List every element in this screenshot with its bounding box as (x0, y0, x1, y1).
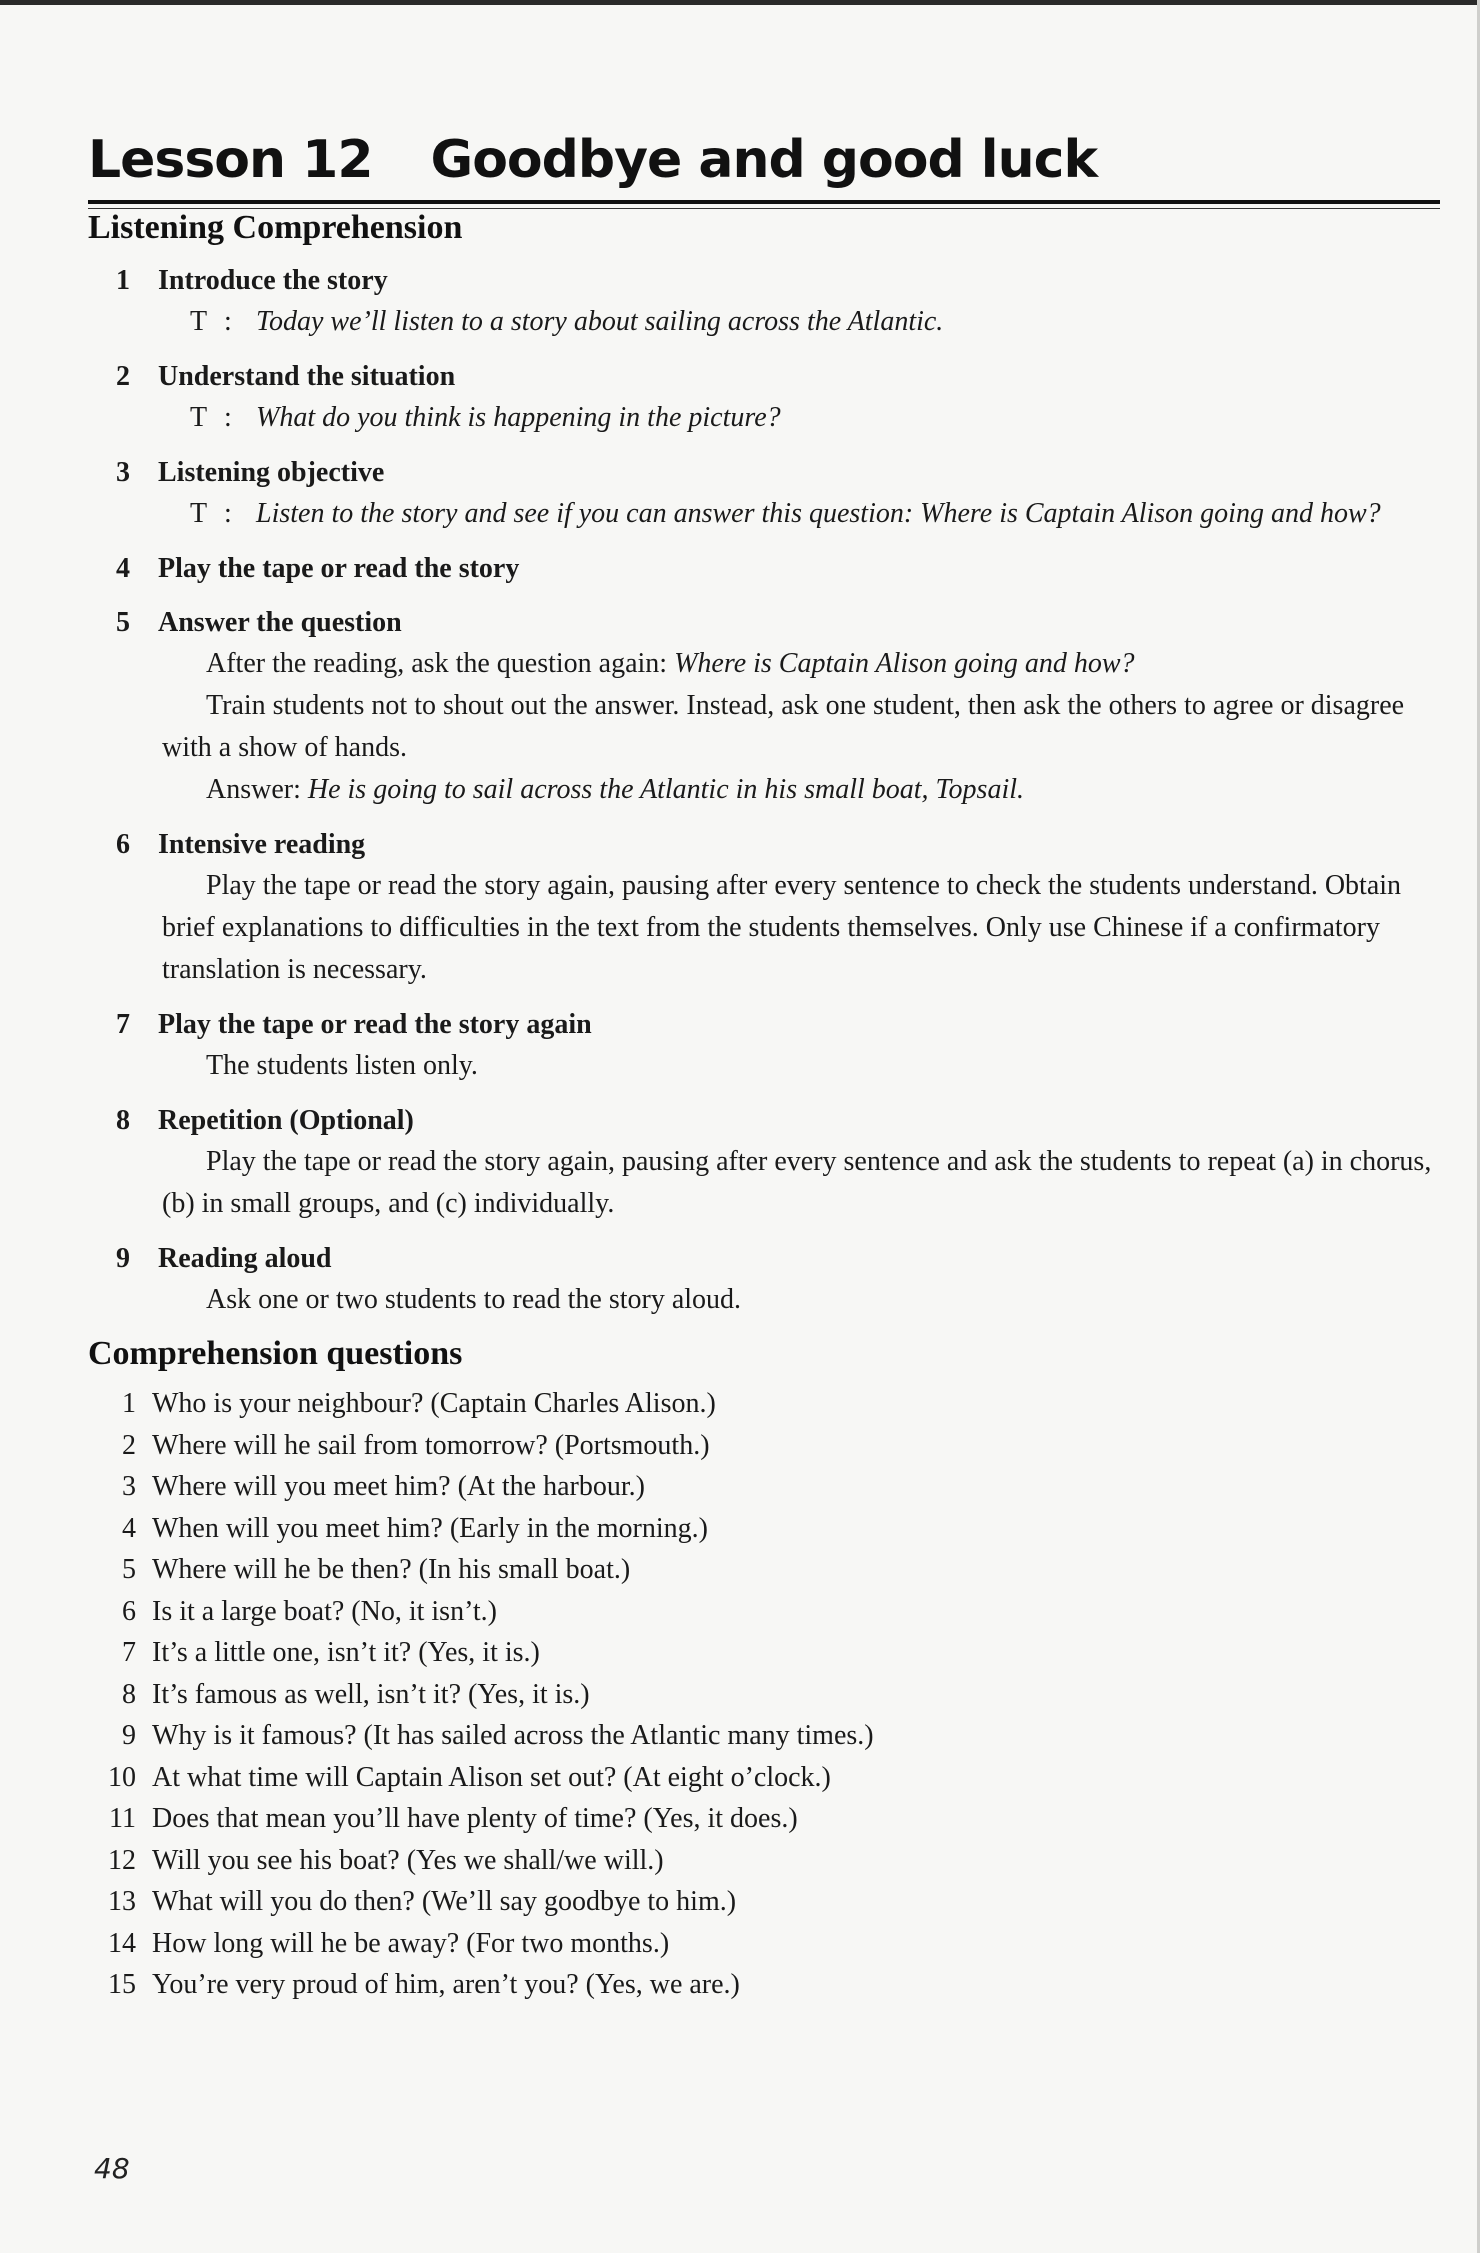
list-item: 12 Will you see his boat? (Yes we shall/we will.) (108, 1844, 664, 1876)
step-paragraph: Train students not to shout out the answer. Instead, ask one student, then ask the others to agree or disagree with a show of hands. (162, 690, 1405, 763)
step-paragraph: Play the tape or read the story again, pausing after every sentence and ask the students to repeat (a) in chorus, (b) in small groups, and (c) individually. (162, 1146, 1432, 1219)
list-item: 7 It’s a little one, isn’t it? (Yes, it is.) (122, 1637, 540, 1668)
step-title: Intensive reading (158, 829, 366, 860)
step-number: 6 (116, 829, 130, 860)
page-top-edge (0, 0, 1480, 5)
step (88, 549, 1440, 589)
step (88, 1101, 1440, 1225)
step-number: 5 (116, 607, 130, 638)
listening-steps (88, 261, 1440, 1321)
page (88, 130, 1440, 2006)
step-title: Reading aloud (158, 1243, 332, 1274)
list-item: 5 Where will he be then? (In his small boat.) (122, 1554, 631, 1585)
teacher-label: T (190, 402, 208, 433)
step-paragraph: Play the tape or read the story again, pausing after every sentence to check the students understand. Obtain brief explanations to difficulties in the text from the students themselves. Only use Chinese if a confirmatory translation is necessary. (162, 870, 1402, 985)
step-paragraph: After the reading, ask the question again: Where is Captain Alison going and how? (206, 648, 1135, 679)
step-number: 1 (116, 265, 130, 296)
list-item: 15 You’re very proud of him, aren’t you? (Yes, we are.) (108, 1969, 740, 2000)
step-paragraph: Answer: He is going to sail across the Atlantic in his small boat, Topsail. (206, 774, 1025, 805)
step-number: 8 (116, 1105, 130, 1136)
step (88, 1005, 1440, 1087)
list-item: 14 How long will he be away? (For two months.) (108, 1927, 670, 1959)
list-item: 1 Who is your neighbour? (Captain Charles Alison.) (122, 1388, 716, 1419)
lesson-header (88, 130, 1440, 190)
step (88, 825, 1440, 991)
step (88, 1239, 1440, 1321)
list-item: 2 Where will he sail from tomorrow? (Portsmouth.) (122, 1429, 710, 1461)
step-number: 3 (116, 457, 130, 488)
step-title: Understand the situation (158, 361, 456, 392)
step (88, 453, 1440, 535)
step-paragraph: The students listen only. (206, 1050, 478, 1081)
page-number: 48 (94, 2152, 130, 2185)
lesson-number: Lesson 12 (88, 130, 373, 190)
teacher-line: T : Today we’ll listen to a story about sailing across the Atlantic. (88, 301, 1440, 343)
step-paragraph: Ask one or two students to read the story aloud. (206, 1284, 742, 1315)
step-title: Listening objective (158, 457, 385, 488)
step (88, 357, 1440, 439)
list-item: 10 At what time will Captain Alison set out? (At eight o’clock.) (108, 1761, 831, 1793)
header-rule-thick (88, 200, 1440, 204)
step-number: 9 (116, 1243, 130, 1274)
teacher-label: T (190, 498, 208, 529)
list-item: 6 Is it a large boat? (No, it isn’t.) (122, 1595, 497, 1627)
step-title: Answer the question (158, 607, 402, 638)
list-item: 9 Why is it famous? (It has sailed across the Atlantic many times.) (122, 1720, 874, 1751)
listening-comprehension-heading: Listening Comprehension (88, 209, 463, 246)
step (88, 603, 1440, 811)
step (88, 261, 1440, 343)
step-title: Repetition (Optional) (158, 1105, 414, 1136)
teacher-line: T : Listen to the story and see if you can answer this question: Where is Captain Alison going and how? (88, 493, 1440, 535)
list-item: 13 What will you do then? (We’ll say goodbye to him.) (108, 1886, 737, 1917)
step-title: Introduce the story (158, 265, 388, 296)
lesson-title: Goodbye and good luck (430, 130, 1098, 190)
teacher-line: T : What do you think is happening in the picture? (88, 397, 1440, 439)
step-number: 4 (116, 553, 130, 584)
teacher-text: Today we’ll listen to a story about sailing across the Atlantic. (256, 306, 944, 337)
step-number: 7 (116, 1009, 130, 1040)
comprehension-questions-heading: Comprehension questions (88, 1335, 463, 1372)
comprehension-question-list (88, 1383, 1440, 2006)
step-title: Play the tape or read the story again (158, 1009, 592, 1040)
teacher-label: T (190, 306, 208, 337)
list-item: 4 When will you meet him? (Early in the morning.) (122, 1512, 708, 1544)
list-item: 3 Where will you meet him? (At the harbour.) (122, 1471, 645, 1502)
list-item: 11 Does that mean you’ll have plenty of time? (Yes, it does.) (109, 1803, 798, 1834)
list-item: 8 It’s famous as well, isn’t it? (Yes, it is.) (122, 1678, 590, 1710)
teacher-text: What do you think is happening in the picture? (256, 402, 781, 433)
step-number: 2 (116, 361, 130, 392)
teacher-text: Listen to the story and see if you can answer this question: Where is Captain Alison going and how? (256, 498, 1381, 529)
step-title: Play the tape or read the story (158, 553, 520, 584)
